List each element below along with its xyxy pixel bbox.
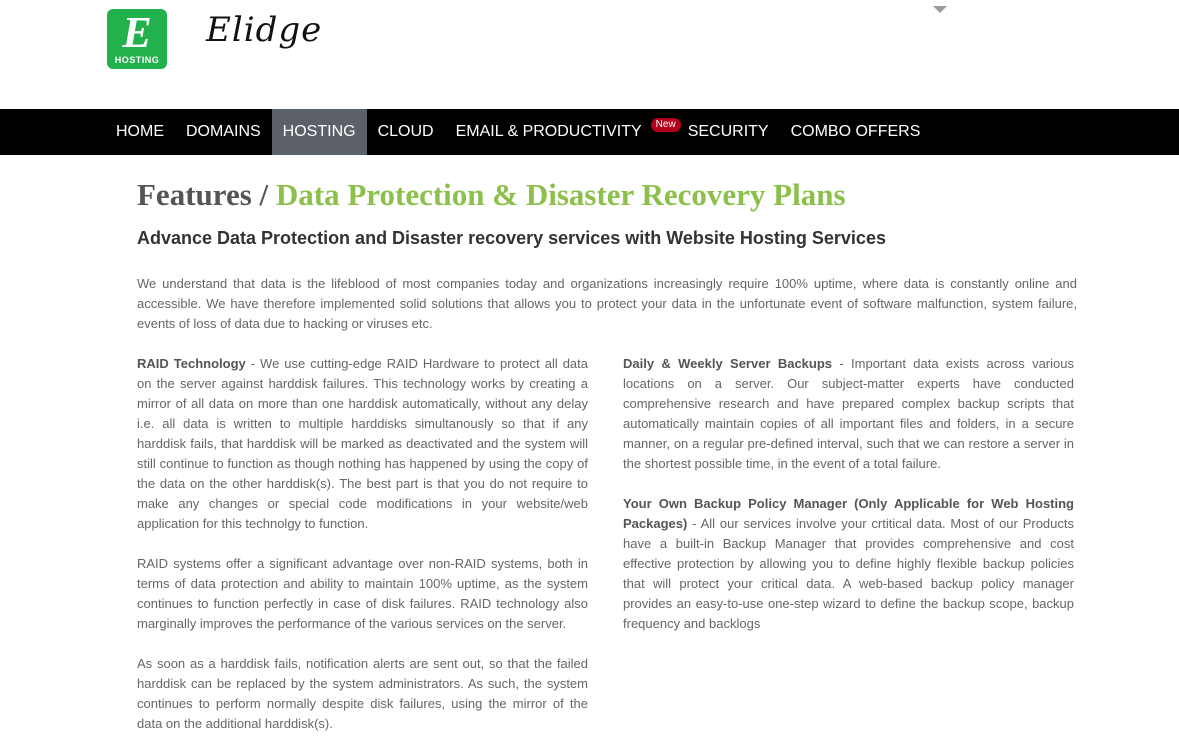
left-column <box>137 354 588 734</box>
nav-item-email-productivity[interactable] <box>445 109 676 155</box>
nav-item-home[interactable]: HOME <box>116 123 164 140</box>
backup-paragraph <box>623 354 1074 474</box>
right-column <box>623 354 1074 634</box>
nav-item-label: EMAIL & PRODUCTIVITY <box>455 123 642 140</box>
caret-down-icon[interactable] <box>933 6 947 13</box>
policy-paragraph <box>623 494 1074 634</box>
nav-list <box>105 109 931 155</box>
nav-item-domains[interactable]: DOMAINS <box>186 123 261 140</box>
intro-paragraph: We understand that data is the lifeblood of most companies today and organizations increasingly require 100% uptime, where data is constantly online and accessible. We have therefore implemented solid solutions that allows you to protect your data in the unfortunate event of software malfunction, system failure, events of loss of data due to hacking or viruses etc. <box>137 276 1077 331</box>
logo-letter: E <box>122 9 152 57</box>
logo-icon[interactable] <box>107 9 167 69</box>
brand-name[interactable]: Elidge <box>206 10 323 50</box>
title-accent: Data Protection & Disaster Recovery Plans <box>275 177 846 212</box>
nav-item-cloud[interactable]: CLOUD <box>377 123 434 140</box>
page-title <box>137 177 1077 213</box>
feature-columns <box>137 354 1077 754</box>
nav-item-security[interactable]: SECURITY <box>687 123 769 140</box>
policy-text: - All our services involve your crtitical data. Most of our Products have a built-in Backup Manager that provides comprehensive and cost effective protection by allowing you to define highly flexible backup policies that will protect your critical data. A web-based backup policy manager provides an easy-to-use one-step wizard to define the backup scope, backup frequency and backlogs <box>623 516 1074 631</box>
raid-advantage-paragraph: RAID systems offer a significant advantage over non-RAID systems, both in terms of data protection and ability to maintain 100% uptime, as the system continues to function perfectly in case of disk failures. RAID technology also marginally improves the performance of the various services on the server. <box>137 556 588 631</box>
nav-item-hosting[interactable]: HOSTING <box>272 109 367 155</box>
raid-text: - We use cutting-edge RAID Hardware to protect all data on the server against harddisk failures. This technology works by creating a mirror of all data on more than one harddisk automatically, without any delay i.e. all data is written to multiple harddisks simultanously so that if any harddisk fails, that harddisk will be marked as deactivated and the system will still continue to function as though nothing has happened by using the copy of the data on the other harddisk(s). The best part is that you do not require to make any changes or special code modifications in your website/web application for this technolgy to function. <box>137 356 589 531</box>
page-subtitle: Advance Data Protection and Disaster recovery services with Website Hosting Services <box>137 228 886 248</box>
site-header <box>0 0 1179 109</box>
raid-paragraph <box>137 354 588 534</box>
policy-lead: Your Own Backup Policy Manager (Only Applicable for Web Hosting Packages) <box>623 496 1074 531</box>
raid-lead: RAID Technology <box>137 356 246 371</box>
raid-alerts-paragraph: As soon as a harddisk fails, notification alerts are sent out, so that the failed harddisk can be replaced by the system administrators. As such, the system continues to perform normally despite disk failures, using the mirror of the data on the additional harddisk(s). <box>137 656 588 731</box>
backup-text: - Important data exists across various locations on a server. Our subject-matter experts have conducted comprehensive research and have prepared complex backup scripts that automatically maintain copies of all important files and folders, in a secure manner, on a regular pre-defined interval, such that we can restore a server in the shortest possible time, in the event of a total failure. <box>623 356 1074 471</box>
title-prefix: Features / <box>137 177 269 212</box>
backup-lead: Daily & Weekly Server Backups <box>623 356 833 371</box>
new-badge: New <box>651 118 681 132</box>
nav-item-combo-offers[interactable]: COMBO OFFERS <box>790 123 921 140</box>
logo-subtext: HOSTING <box>114 55 160 65</box>
main-content <box>137 155 1077 754</box>
main-nav <box>0 109 1179 155</box>
